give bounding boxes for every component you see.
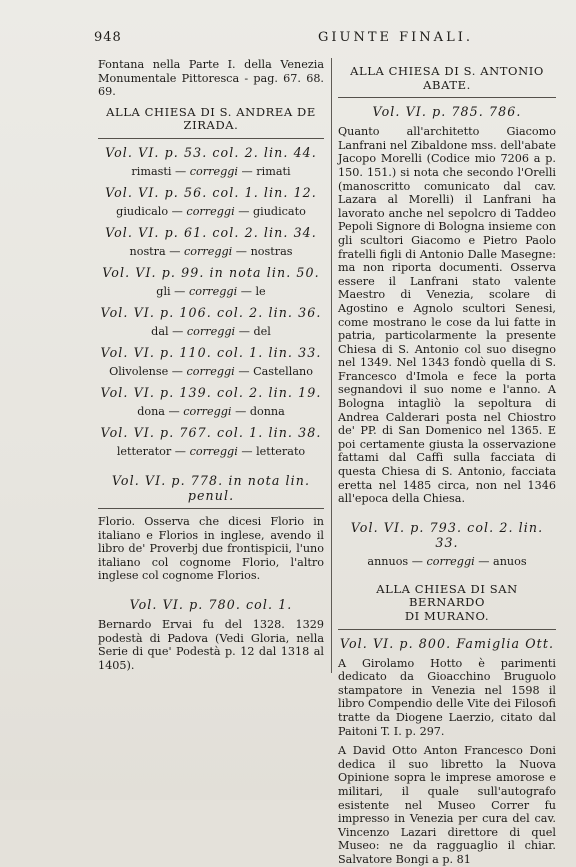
correction-reference: Vol. VI. p. 61. col. 2. lin. 34. bbox=[105, 224, 317, 240]
column-divider bbox=[331, 58, 332, 673]
wrong-word: dal bbox=[151, 324, 169, 338]
intro-paragraph: Fontana nella Parte I. della Venezia Monumentale Pittoresca - pag. 67. 68. 69. bbox=[98, 58, 324, 99]
correction-line: nostra — correggi — nostras bbox=[129, 244, 293, 258]
correction-reference: Vol. VI. p. 110. col. 1. lin. 33. bbox=[100, 344, 322, 360]
correction-reference: Vol. VI. p. 53. col. 2. lin. 44. bbox=[105, 144, 317, 160]
correction-connector: correggi bbox=[186, 324, 236, 338]
correction-connector: correggi bbox=[186, 364, 235, 378]
wrong-word: rimasti bbox=[131, 164, 172, 178]
correction-item bbox=[98, 385, 324, 419]
right-column bbox=[338, 58, 556, 867]
correction-connector: correggi bbox=[189, 164, 238, 178]
correction-item bbox=[98, 225, 324, 259]
right-word: anuos bbox=[493, 554, 527, 568]
correction-list bbox=[98, 145, 324, 459]
ervai-note: Bernardo Ervai fu del 1328. 1329 podestà di Padova (Vedi Gloria, nella Serie di que' Podestà p. 12 dal 1318 al 1405). bbox=[98, 617, 324, 672]
note-reference: Vol. VI. p. 778. in nota lin. penul. bbox=[111, 472, 311, 503]
correction-reference: Vol. VI. p. 56. col. 1. lin. 12. bbox=[105, 184, 317, 200]
wrong-word: nostra bbox=[129, 244, 166, 258]
correction-item bbox=[98, 345, 324, 379]
hotto-paragraph: A Girolamo Hotto è parimenti dedicato da Gioacchino Bruguolo stampatore in Venezia nel 1598 il libro Compendio delle Vite dei Filosofi tratte da Diogene Laerzio, citato dal Paitoni T. I. p. 297. bbox=[338, 656, 556, 738]
section-rule bbox=[338, 97, 556, 98]
correction-line: gli — correggi — le bbox=[156, 284, 266, 298]
correction-reference: Vol. VI. p. 139. col. 2. lin. 19. bbox=[100, 384, 322, 400]
correction-line: dona — correggi — donna bbox=[137, 404, 285, 418]
right-word: rimati bbox=[256, 164, 291, 178]
wrong-word: annuos bbox=[367, 554, 409, 568]
correction-line: dal — correggi — del bbox=[151, 324, 271, 338]
wrong-word: Olivolense bbox=[109, 364, 169, 378]
correction-reference: Vol. VI. p. 106. col. 2. lin. 36. bbox=[100, 304, 322, 320]
correction-line: Olivolense — correggi — Castellano bbox=[109, 364, 313, 378]
correction-reference: Vol. VI. p. 767. col. 1. lin. 38. bbox=[100, 424, 322, 440]
wrong-word: letterator bbox=[116, 444, 172, 458]
correction-line: rimasti — correggi — rimati bbox=[131, 164, 291, 178]
correction-item bbox=[98, 185, 324, 219]
right-word: donna bbox=[249, 404, 285, 418]
running-title: GIUNTE FINALI. bbox=[318, 30, 473, 45]
section-rule bbox=[338, 629, 556, 630]
right-word: nostras bbox=[250, 244, 293, 258]
left-column bbox=[98, 58, 324, 672]
correction-line: giudicalo — correggi — giudicato bbox=[116, 204, 306, 218]
wrong-word: dona bbox=[137, 404, 165, 418]
reference-780: Vol. VI. p. 780. col. 1. bbox=[129, 596, 293, 612]
wrong-word: giudicalo bbox=[116, 204, 169, 218]
otto-paragraph: A David Otto Anton Francesco Doni dedica il suo libretto la Nuova Opinione sopra le imprese amorose e militari, il quale sull'autografo esistente nel Museo Correr fu impresso in Venezia per cura del cav. Vincenzo Lazari direttore di quel Museo: ne da ragguaglio il chiar. Salvatore Bongi a p. 81 bbox=[338, 744, 556, 866]
section-title-s-bernardo bbox=[338, 583, 556, 624]
s-antonio-reference: Vol. VI. p. 785. 786. bbox=[372, 104, 522, 120]
correction-connector: correggi bbox=[188, 284, 238, 298]
note-rule bbox=[98, 508, 324, 509]
s-bernardo-reference: Vol. VI. p. 800. Famiglia Ott. bbox=[339, 635, 555, 651]
correction-item bbox=[98, 305, 324, 339]
right-word: del bbox=[253, 324, 271, 338]
page-header bbox=[94, 30, 540, 52]
wrong-word: gli bbox=[156, 284, 171, 298]
correction-reference: Vol. VI. p. 99. in nota lin. 50. bbox=[102, 264, 320, 280]
correction-item bbox=[98, 265, 324, 299]
page-number: 948 bbox=[94, 30, 122, 45]
right-word: giudicato bbox=[252, 204, 306, 218]
correction-item bbox=[98, 145, 324, 179]
correction-line: letterator — correggi — letterato bbox=[116, 444, 306, 458]
right-word: Castellano bbox=[253, 364, 313, 378]
correction-connector: correggi bbox=[184, 244, 233, 258]
right-word: letterato bbox=[256, 444, 306, 458]
correction-item bbox=[98, 425, 324, 459]
florio-note: Florio. Osserva che dicesi Florio in italiano e Florios in inglese, avendo il libro de' Proverbj due frontispicii, l'uno italiano col cognome Florio, l'altro inglese col cognome Florios. bbox=[98, 514, 324, 583]
right-word: le bbox=[255, 284, 266, 298]
correction-connector: correggi bbox=[183, 404, 232, 418]
correction-connector: correggi bbox=[189, 444, 238, 458]
section-rule bbox=[98, 138, 324, 139]
lanfrani-paragraph: Quanto all'architetto Giacomo Lanfrani nel Zibaldone mss. dell'abate Jacopo Morelli (Codice mio 7206 a p. 150. 151.) si nota che secondo l'Orelli (manoscritto comunicato dal cav. Lazara al Morelli) il Lanfrani ha lavorato anche nel sepolcro di Taddeo Pepoli Signore di Bologna insieme con gli scultori Giacomo e Pietro Paolo fratelli figli di Antonio Dalle Masegne: ma non riporta documenti. Osserva essere il Lanfrani stato valente Maestro di Venezia, scolare di Agostino e Agnolo scultori Senesi, come mostrano le cose da lui fatte in patria, particolarmente la presente Chiesa di S. Antonio col suo disegno nel 1349. Nel 1343 fondò quella di S. Francesco d'Imola e fece la porta segnandovi il suo nome e l'anno. A Bologna intagliò la sepoltura di Andrea Calderari posta nel Chiostro de' PP. di San Domenico nel 1365. E poi certamente giusta la osservazione fattami dal Caffi sulla facciata di questa Chiesa di S. Antonio, facciata eretta nel 1485 circa, non nel 1346 all'epoca della Chiesa. bbox=[338, 125, 556, 506]
section-title-s-antonio: ALLA CHIESA DI S. ANTONIO ABATE. bbox=[350, 64, 544, 92]
correction-connector: correggi bbox=[186, 204, 235, 218]
section-title-line: DI MURANO. bbox=[404, 609, 490, 623]
correction-reference: Vol. VI. p. 793. col. 2. lin. 33. bbox=[350, 519, 544, 550]
correction-connector: correggi bbox=[426, 554, 475, 568]
section-title-s-andrea: ALLA CHIESA DI S. ANDREA DE ZIRADA. bbox=[106, 104, 316, 133]
correction-line: annuos — correggi — anuos bbox=[367, 554, 527, 568]
section-title-line: ALLA CHIESA DI SAN BERNARDO bbox=[376, 581, 518, 610]
